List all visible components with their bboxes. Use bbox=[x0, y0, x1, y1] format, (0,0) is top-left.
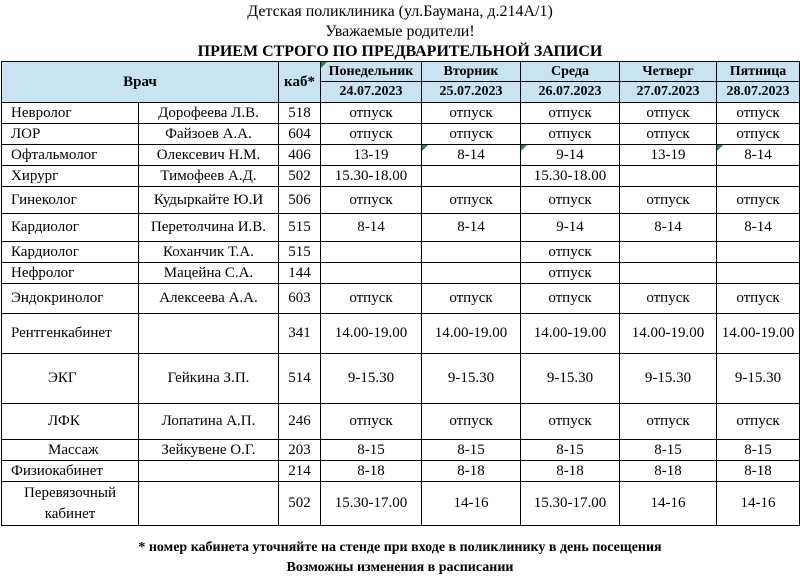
schedule-thu: 13-19 bbox=[620, 145, 717, 166]
schedule-tue: отпуск bbox=[422, 103, 521, 124]
schedule-wed: 14.00-19.00 bbox=[521, 314, 620, 354]
table-row bbox=[2, 440, 800, 461]
schedule-wed: 9-14 bbox=[521, 214, 620, 242]
day-header-mon: Понедельник bbox=[321, 62, 422, 82]
schedule-mon: 14.00-19.00 bbox=[321, 314, 422, 354]
schedule-tue: 8-14 bbox=[422, 145, 521, 166]
specialty: Рентгенкабинет bbox=[2, 314, 139, 354]
table-row bbox=[2, 263, 800, 284]
schedule-wed: отпуск bbox=[521, 263, 620, 284]
schedule-fri: отпуск bbox=[717, 284, 800, 314]
schedule-tue: 8-18 bbox=[422, 461, 521, 482]
greeting: Уважаемые родители! bbox=[325, 23, 475, 40]
cabinet-number: 515 bbox=[279, 214, 321, 242]
cabinet-number: 246 bbox=[279, 404, 321, 440]
specialty: ЛФК bbox=[2, 404, 139, 440]
specialty: ЭКГ bbox=[2, 354, 139, 404]
schedule-fri: отпуск bbox=[717, 404, 800, 440]
schedule-fri: 8-15 bbox=[717, 440, 800, 461]
specialty: Кардиолог bbox=[2, 242, 139, 263]
doctor-name: Кудыркайте Ю.И bbox=[139, 187, 279, 214]
schedule-wed: 9-15.30 bbox=[521, 354, 620, 404]
schedule-thu: 8-18 bbox=[620, 461, 717, 482]
schedule-thu: отпуск bbox=[620, 284, 717, 314]
schedule-mon: отпуск bbox=[321, 187, 422, 214]
cabinet-number: 603 bbox=[279, 284, 321, 314]
schedule-thu: 9-15.30 bbox=[620, 354, 717, 404]
doctor-name bbox=[139, 461, 279, 482]
table-row bbox=[2, 145, 800, 166]
schedule-fri: 14-16 bbox=[717, 482, 800, 526]
table-row bbox=[2, 354, 800, 404]
specialty: Кардиолог bbox=[2, 214, 139, 242]
doctor-name: Зейкувене О.Г. bbox=[139, 440, 279, 461]
table-row bbox=[2, 461, 800, 482]
schedule-mon: 8-18 bbox=[321, 461, 422, 482]
table-row bbox=[2, 284, 800, 314]
schedule-wed: 9-14 bbox=[521, 145, 620, 166]
cabinet-number: 506 bbox=[279, 187, 321, 214]
specialty: Нефролог bbox=[2, 263, 139, 284]
schedule-fri bbox=[717, 166, 800, 187]
cabinet-number: 341 bbox=[279, 314, 321, 354]
doctor-name: Гейкина З.П. bbox=[139, 354, 279, 404]
cabinet-number: 214 bbox=[279, 461, 321, 482]
schedule-tue: отпуск bbox=[422, 404, 521, 440]
schedule-fri: 9-15.30 bbox=[717, 354, 800, 404]
table-row bbox=[2, 242, 800, 263]
doctor-name: Олексевич Н.М. bbox=[139, 145, 279, 166]
date-wed: 26.07.2023 bbox=[521, 82, 620, 103]
specialty bbox=[2, 482, 139, 526]
schedule-thu: отпуск bbox=[620, 404, 717, 440]
doctor-name bbox=[139, 482, 279, 526]
cabinet-number: 406 bbox=[279, 145, 321, 166]
cabinet-number: 502 bbox=[279, 482, 321, 526]
schedule-wed: отпуск bbox=[521, 242, 620, 263]
schedule-mon bbox=[321, 263, 422, 284]
table-row bbox=[2, 404, 800, 440]
specialty: Эндокринолог bbox=[2, 284, 139, 314]
schedule-thu: 14-16 bbox=[620, 482, 717, 526]
schedule-wed: 8-15 bbox=[521, 440, 620, 461]
schedule-mon bbox=[321, 242, 422, 263]
schedule-mon: отпуск bbox=[321, 284, 422, 314]
schedule-fri bbox=[717, 263, 800, 284]
schedule-thu: 8-14 bbox=[620, 214, 717, 242]
table-row bbox=[2, 124, 800, 145]
schedule-thu bbox=[620, 263, 717, 284]
doctor-name: Лопатина А.П. bbox=[139, 404, 279, 440]
date-mon: 24.07.2023 bbox=[321, 82, 422, 103]
schedule-mon: 13-19 bbox=[321, 145, 422, 166]
schedule-mon: отпуск bbox=[321, 124, 422, 145]
cabinet-number: 502 bbox=[279, 166, 321, 187]
schedule-fri: 8-14 bbox=[717, 145, 800, 166]
schedule-fri: 14.00-19.00 bbox=[717, 314, 800, 354]
cabinet-header: каб* bbox=[279, 62, 321, 103]
table-row bbox=[2, 214, 800, 242]
specialty: Невролог bbox=[2, 103, 139, 124]
doctor-name: Мацейна С.А. bbox=[139, 263, 279, 284]
schedule-thu: отпуск bbox=[620, 124, 717, 145]
doctor-name: Коханчик Т.А. bbox=[139, 242, 279, 263]
table-row bbox=[2, 103, 800, 124]
cabinet-footnote: * номер кабинета уточняйте на стенде при входе в поликлинику в день посещения bbox=[138, 540, 662, 555]
specialty: Офтальмолог bbox=[2, 145, 139, 166]
schedule-tue bbox=[422, 263, 521, 284]
cabinet-number: 604 bbox=[279, 124, 321, 145]
schedule-thu bbox=[620, 242, 717, 263]
cabinet-number: 203 bbox=[279, 440, 321, 461]
schedule-tue: 14-16 bbox=[422, 482, 521, 526]
cabinet-number: 514 bbox=[279, 354, 321, 404]
clinic-name: Детская поликлиника (ул.Баумана, д.214А/1) bbox=[247, 3, 553, 20]
day-header-tue: Вторник bbox=[422, 62, 521, 82]
cabinet-number: 515 bbox=[279, 242, 321, 263]
table-row bbox=[2, 187, 800, 214]
schedule-wed: отпуск bbox=[521, 103, 620, 124]
table-row bbox=[2, 166, 800, 187]
schedule-thu: отпуск bbox=[620, 187, 717, 214]
schedule-tue: отпуск bbox=[422, 284, 521, 314]
schedule-tue: 14.00-19.00 bbox=[422, 314, 521, 354]
date-fri: 28.07.2023 bbox=[717, 82, 800, 103]
schedule-wed: отпуск bbox=[521, 284, 620, 314]
day-header-wed: Среда bbox=[521, 62, 620, 82]
schedule-wed: 15.30-17.00 bbox=[521, 482, 620, 526]
schedule-mon: 8-15 bbox=[321, 440, 422, 461]
schedule-fri: отпуск bbox=[717, 187, 800, 214]
schedule-thu: 8-15 bbox=[620, 440, 717, 461]
schedule-tue: 9-15.30 bbox=[422, 354, 521, 404]
doctor-header: Врач bbox=[2, 62, 279, 103]
schedule-change-note: Возможны изменения в расписании bbox=[286, 560, 514, 575]
schedule-wed: 15.30-18.00 bbox=[521, 166, 620, 187]
specialty: Физиокабинет bbox=[2, 461, 139, 482]
cabinet-number: 144 bbox=[279, 263, 321, 284]
specialty-line1: Перевязочный bbox=[23, 484, 117, 501]
schedule-fri: отпуск bbox=[717, 124, 800, 145]
doctor-name bbox=[139, 314, 279, 354]
schedule-tue bbox=[422, 242, 521, 263]
specialty: Гинеколог bbox=[2, 187, 139, 214]
schedule-mon: 15.30-18.00 bbox=[321, 166, 422, 187]
schedule-mon: 8-14 bbox=[321, 214, 422, 242]
schedule-mon: отпуск bbox=[321, 404, 422, 440]
doctor-name: Тимофеев А.Д. bbox=[139, 166, 279, 187]
schedule-mon: отпуск bbox=[321, 103, 422, 124]
schedule-wed: 8-18 bbox=[521, 461, 620, 482]
doctor-name: Перетолчина И.В. bbox=[139, 214, 279, 242]
schedule-mon: 9-15.30 bbox=[321, 354, 422, 404]
schedule-wed: отпуск bbox=[521, 404, 620, 440]
schedule-tue bbox=[422, 166, 521, 187]
doctor-name: Алексеева А.А. bbox=[139, 284, 279, 314]
schedule-fri: 8-18 bbox=[717, 461, 800, 482]
schedule-fri bbox=[717, 242, 800, 263]
appointment-notice: ПРИЕМ СТРОГО ПО ПРЕДВАРИТЕЛЬНОЙ ЗАПИСИ bbox=[197, 43, 603, 60]
schedule-tue: отпуск bbox=[422, 124, 521, 145]
day-header-thu: Четверг bbox=[620, 62, 717, 82]
doctor-name: Файзоев А.А. bbox=[139, 124, 279, 145]
schedule-mon: 15.30-17.00 bbox=[321, 482, 422, 526]
schedule-thu: 14.00-19.00 bbox=[620, 314, 717, 354]
specialty-line2: кабинет bbox=[44, 505, 96, 522]
table-row bbox=[2, 314, 800, 354]
schedule-thu bbox=[620, 166, 717, 187]
specialty: Массаж bbox=[2, 440, 139, 461]
specialty: Хирург bbox=[2, 166, 139, 187]
cabinet-number: 518 bbox=[279, 103, 321, 124]
schedule-tue: 8-14 bbox=[422, 214, 521, 242]
table-row bbox=[2, 482, 800, 526]
schedule-tue: 8-15 bbox=[422, 440, 521, 461]
date-tue: 25.07.2023 bbox=[422, 82, 521, 103]
schedule-wed: отпуск bbox=[521, 124, 620, 145]
schedule-thu: отпуск bbox=[620, 103, 717, 124]
day-header-fri: Пятница bbox=[717, 62, 800, 82]
schedule-fri: 8-14 bbox=[717, 214, 800, 242]
doctor-name: Дорофеева Л.В. bbox=[139, 103, 279, 124]
schedule-tue: отпуск bbox=[422, 187, 521, 214]
date-thu: 27.07.2023 bbox=[620, 82, 717, 103]
schedule-wed: отпуск bbox=[521, 187, 620, 214]
schedule-fri: отпуск bbox=[717, 103, 800, 124]
schedule-table bbox=[1, 61, 800, 526]
specialty: ЛОР bbox=[2, 124, 139, 145]
